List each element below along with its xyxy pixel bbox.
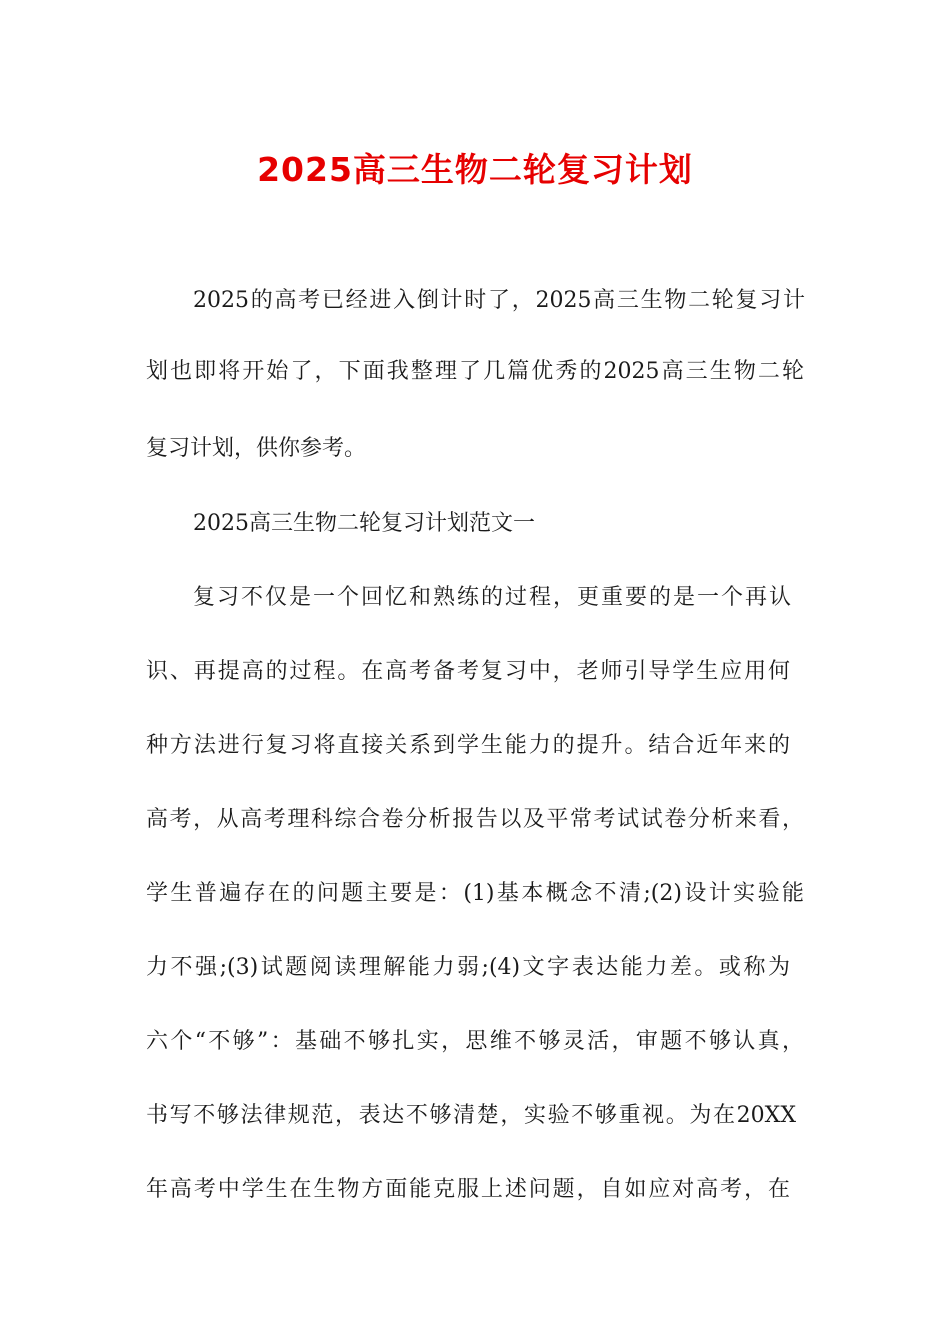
body-line-9: 年高考中学生在生物方面能克服上述问题，自如应对高考，在 — [146, 1177, 790, 1202]
body-line-8: 书写不够法律规范，表达不够清楚，实验不够重视。为在20XX — [146, 1103, 796, 1128]
section-heading: 2025高三生物二轮复习计划范文一 — [193, 511, 535, 536]
body-line-6: 力不强;(3)试题阅读理解能力弱;(4)文字表达能力差。或称为 — [146, 955, 790, 980]
document-title: 2025高三生物二轮复习计划 — [257, 150, 693, 189]
body-line-1: 复习不仅是一个回忆和熟练的过程，更重要的是一个再认 — [193, 585, 791, 610]
body-line-3: 种方法进行复习将直接关系到学生能力的提升。结合近年来的 — [146, 733, 790, 758]
body-line-7: 六个“不够”：基础不够扎实，思维不够灵活，审题不够认真， — [146, 1029, 804, 1054]
body-line-5: 学生普遍存在的问题主要是：(1)基本概念不清;(2)设计实验能 — [146, 881, 804, 906]
intro-line-2: 划也即将开始了，下面我整理了几篇优秀的2025高三生物二轮 — [146, 359, 804, 384]
body-line-2: 识、再提高的过程。在高考备考复习中，老师引导学生应用何 — [146, 659, 790, 684]
intro-line-1: 2025的高考已经进入倒计时了，2025高三生物二轮复习计 — [193, 288, 805, 313]
body-line-4: 高考，从高考理科综合卷分析报告以及平常考试试卷分析来看， — [146, 807, 804, 832]
intro-line-3: 复习计划，供你参考。 — [146, 436, 367, 461]
